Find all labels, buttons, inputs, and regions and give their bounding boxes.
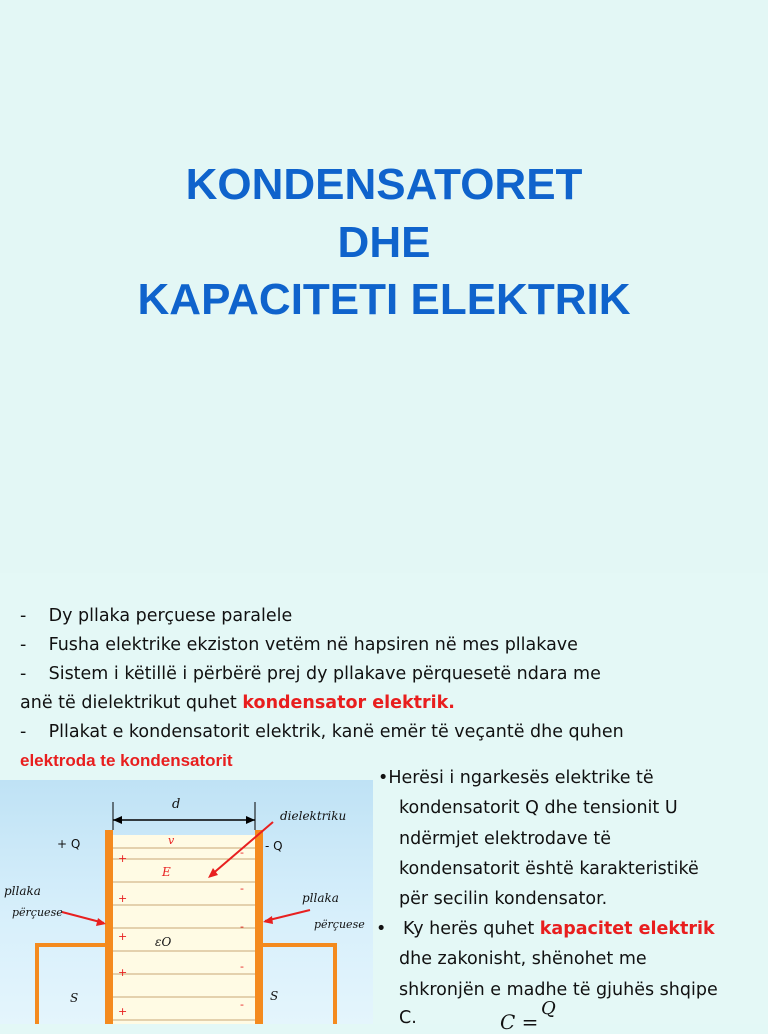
minus-sign: - <box>240 846 244 859</box>
arrow-right <box>246 816 255 824</box>
list-item-3 <box>20 664 601 684</box>
list-item-text: Sistem i këtillë i përbërë prej dy pllakave përquesetë ndara me <box>48 664 601 684</box>
minus-sign: - <box>240 960 244 973</box>
label-dielektriku: dielektriku <box>280 809 347 823</box>
right-line-8: shkronjën e madhe të gjuhës shqipe <box>399 980 718 1000</box>
dash: - <box>20 606 27 626</box>
label-percuese-right: përçuese <box>314 918 365 931</box>
dash: - <box>20 635 27 655</box>
minus-sign: - <box>240 998 244 1011</box>
list-item-text: Fusha elektrike ekziston vetëm në hapsiren në mes pllakave <box>48 635 578 655</box>
right-line-6 <box>376 919 715 939</box>
list-item-4 <box>20 722 624 742</box>
right-wire <box>263 945 335 1024</box>
dielectric-region <box>113 835 255 1024</box>
label-minus-q: - Q <box>265 839 283 853</box>
right-line-1 <box>378 768 654 788</box>
capacitor-diagram <box>0 780 373 1024</box>
right-text: Ky herës quhet <box>403 919 535 939</box>
highlight-term: kapacitet elektrik <box>539 919 715 939</box>
plus-sign: + <box>118 1005 128 1018</box>
formula-numerator: Q <box>541 998 556 1019</box>
formula-c: C <box>500 1010 516 1034</box>
highlight-term: elektroda te kondensatorit <box>20 751 233 770</box>
right-line-7: dhe zakonisht, shënohet me <box>399 949 647 969</box>
label-v: v <box>168 834 175 847</box>
title-line-1: KONDENSATORET <box>185 160 583 209</box>
list-item-text: anë të dielektrikut quhet <box>20 693 237 713</box>
right-text: Herësi i ngarkesës elektrike të <box>388 768 654 788</box>
bullet: • <box>378 768 389 788</box>
formula <box>500 1010 538 1034</box>
list-item-1 <box>20 606 292 626</box>
label-epsilon: εO <box>155 935 172 949</box>
right-line-2: kondensatorit Q dhe tensionit U <box>399 798 678 818</box>
title-line-3: KAPACITETI ELEKTRIK <box>137 275 631 324</box>
label-pllaka-left: pllaka <box>4 884 41 898</box>
minus-sign: - <box>240 882 244 895</box>
label-s-right: S <box>270 989 279 1003</box>
plus-sign: + <box>118 852 128 865</box>
list-item-2 <box>20 635 578 655</box>
plus-sign: + <box>118 930 128 943</box>
left-plate <box>105 830 113 1024</box>
dash: - <box>20 722 27 742</box>
capacitor-svg <box>0 780 373 1024</box>
right-line-4: kondensatorit është karakteristikë <box>399 859 699 879</box>
label-pllaka-right: pllaka <box>302 891 339 905</box>
right-plate <box>255 830 263 1024</box>
plus-sign: + <box>118 892 128 905</box>
right-line-3: ndërmjet elektrodave të <box>399 829 612 849</box>
title-line-2: DHE <box>337 218 431 267</box>
list-item-4-cont <box>20 751 233 771</box>
highlight-term: kondensator elektrik. <box>242 693 455 713</box>
plus-sign: + <box>118 966 128 979</box>
list-item-text: Pllakat e kondensatorit elektrik, kanë emër të veçantë dhe quhen <box>48 722 624 742</box>
label-percuese-left: përçuese <box>12 906 63 919</box>
minus-sign: - <box>240 920 244 933</box>
list-item-text: Dy pllaka perçuese paralele <box>48 606 293 626</box>
arrow-left <box>113 816 122 824</box>
list-item-3-cont <box>20 693 455 713</box>
label-E: E <box>162 865 171 879</box>
dash: - <box>20 664 27 684</box>
left-wire <box>37 945 105 1024</box>
label-d: d <box>172 797 181 812</box>
label-plus-q: + Q <box>57 837 81 851</box>
right-line-9: C. <box>399 1008 417 1028</box>
label-s-left: S <box>70 991 79 1005</box>
bullet: • <box>376 919 387 939</box>
right-line-5: për secilin kondensator. <box>399 889 608 909</box>
formula-equals: = <box>521 1010 539 1034</box>
